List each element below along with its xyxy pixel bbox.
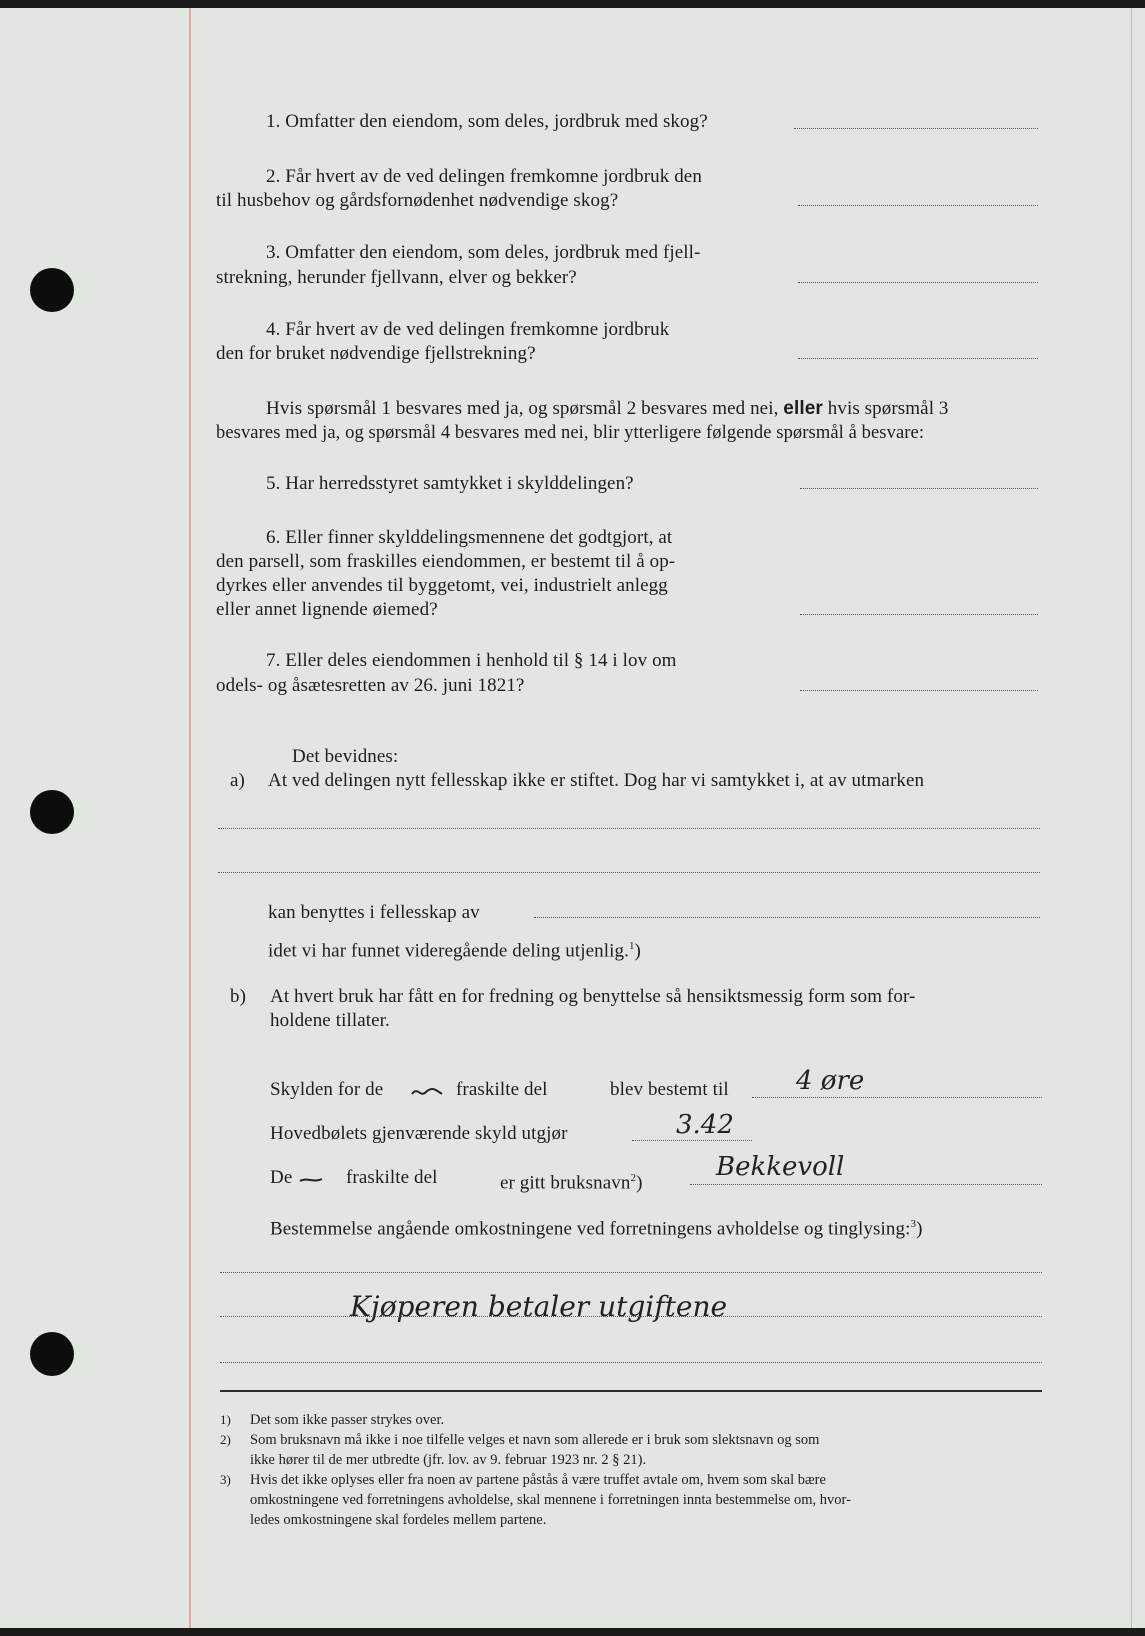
declaration-a-text: At ved delingen nytt fellesskap ikke er stiftet. Dog har vi samtykket i, at av utmarken xyxy=(268,770,925,791)
punch-hole-bottom xyxy=(30,1332,74,1376)
red-margin-line xyxy=(189,8,191,1628)
question-6-line-3: dyrkes eller anvendes til byggetomt, vei, industrielt anlegg xyxy=(216,575,668,596)
bestemmelse-handwritten-note: Kjøperen betaler utgiftene xyxy=(350,1290,728,1323)
skyld-label-c: blev bestemt til xyxy=(610,1079,729,1100)
question-3-line-1: 3. Omfatter den eiendom, som deles, jordbruk med fjell- xyxy=(266,242,701,263)
question-6-line-1: 6. Eller finner skylddelingsmennene det godtgjort, at xyxy=(266,527,673,548)
scan-bottom-edge xyxy=(0,1628,1145,1636)
answer-line-3[interactable] xyxy=(798,282,1038,283)
footnote-2-line-1: Som bruksnavn må ikke i noe tilfelle velges et navn som allerede er i bruk som slektsnavn og som xyxy=(250,1432,820,1448)
bruksnavn-handwritten-value: Bekkevoll xyxy=(716,1152,845,1182)
hovedbol-handwritten-value: 3.42 xyxy=(676,1110,734,1140)
utmark-line-1[interactable] xyxy=(218,828,1040,829)
skyld-label-a: Skylden for de xyxy=(270,1079,384,1100)
footnote-1-mark: 1) xyxy=(220,1412,231,1427)
idet-footnote-ref: 1 xyxy=(628,940,635,952)
question-4-line-2: den for bruket nødvendige fjellstrekning? xyxy=(216,343,536,364)
declaration-heading: Det bevidnes: xyxy=(292,746,399,767)
kan-benyttes-label: kan benyttes i fellesskap av xyxy=(268,902,480,923)
bruksnavn-label xyxy=(500,1166,643,1195)
bestemmelse-line-1[interactable] xyxy=(220,1272,1042,1273)
condition-line-2: besvares med ja, og spørsmål 4 besvares med nei, blir ytterligere følgende spørsmål å besvare: xyxy=(216,423,925,443)
question-2-line-2: til husbehov og gårdsfornødenhet nødvendige skog? xyxy=(216,190,619,211)
question-5: 5. Har herredsstyret samtykket i skylddelingen? xyxy=(266,473,634,494)
idet-text: idet vi har funnet videregående deling utjenlig.$^1$) xyxy=(268,940,641,962)
bruksnavn-paren: ) xyxy=(636,1172,643,1194)
skyld-label-b: fraskilte del xyxy=(456,1079,548,1100)
question-1: 1. Omfatter den eiendom, som deles, jordbruk med skog? xyxy=(266,111,708,132)
bruksnavn-text: er gitt bruksnavn xyxy=(500,1172,631,1194)
footnote-1-line-1: Det som ikke passer strykes over. xyxy=(250,1412,445,1428)
bruksnavn-line[interactable] xyxy=(690,1184,1042,1185)
bestemmelse-label xyxy=(270,1212,923,1241)
skyld-handwritten-value: 4 øre xyxy=(796,1066,865,1096)
strike-mark-dash xyxy=(298,1175,324,1185)
condition-bold-eller: eller xyxy=(783,398,823,419)
footnote-2-line-2: ikke hører til de mer utbredte (jfr. lov. av 9. februar 1923 nr. 2 § 21). xyxy=(250,1452,647,1468)
footnote-separator xyxy=(220,1390,1042,1392)
footnote-2-mark: 2) xyxy=(220,1432,231,1447)
bestemmelse-paren: ) xyxy=(916,1218,923,1240)
hovedbol-line[interactable] xyxy=(632,1140,752,1141)
skyld-line[interactable] xyxy=(752,1097,1042,1098)
question-7-line-2: odels- og åsætesretten av 26. juni 1821? xyxy=(216,675,525,696)
answer-line-2[interactable] xyxy=(798,205,1038,206)
fellesskap-line[interactable] xyxy=(534,917,1040,918)
bestemmelse-line-3[interactable] xyxy=(220,1362,1042,1363)
bruksnavn-footnote-ref: 2 xyxy=(630,1172,637,1184)
footnote-3-mark: 3) xyxy=(220,1472,231,1487)
answer-line-1[interactable] xyxy=(794,128,1038,129)
condition-text-a: Hvis spørsmål 1 besvares med ja, og spørsmål 2 besvares med nei, xyxy=(266,398,779,419)
scan-top-edge xyxy=(0,0,1145,8)
fraskilte-label: fraskilte del xyxy=(346,1167,438,1188)
bestemmelse-text: Bestemmelse angående omkostningene ved forretningens avholdelse og tinglysing: xyxy=(270,1218,911,1240)
footnote-3-line-2: omkostningene ved forretningens avholdelse, skal mennene i forretningen innta bestemmelse om, hvor- xyxy=(250,1492,851,1508)
punch-hole-middle xyxy=(30,790,74,834)
condition-line-1 xyxy=(266,397,949,421)
question-4-line-1: 4. Får hvert av de ved delingen fremkomne jordbruk xyxy=(266,319,670,340)
declaration-b-label: b) xyxy=(230,986,247,1007)
hovedbol-label: Hovedbølets gjenværende skyld utgjør xyxy=(270,1123,568,1144)
declaration-b-line-2: holdene tillater. xyxy=(270,1010,390,1031)
question-2-line-1: 2. Får hvert av de ved delingen fremkomne jordbruk den xyxy=(266,166,702,187)
utmark-line-2[interactable] xyxy=(218,872,1040,873)
answer-line-4[interactable] xyxy=(798,358,1038,359)
punch-hole-top xyxy=(30,268,74,312)
declaration-a-label: a) xyxy=(230,770,245,791)
answer-line-5[interactable] xyxy=(800,488,1038,489)
page-right-edge xyxy=(1131,8,1132,1628)
de-label: De xyxy=(270,1167,293,1188)
strike-mark-n xyxy=(410,1084,444,1100)
bestemmelse-footnote-ref: 3 xyxy=(910,1218,917,1230)
question-7-line-1: 7. Eller deles eiendommen i henhold til § 14 i lov om xyxy=(266,650,677,671)
answer-line-6[interactable] xyxy=(800,614,1038,615)
question-6-line-2: den parsell, som fraskilles eiendommen, er bestemt til å op- xyxy=(216,551,676,572)
question-6-line-4: eller annet lignende øiemed? xyxy=(216,599,438,620)
declaration-b-line-1: At hvert bruk har fått en for fredning og benyttelse så hensiktsmessig form som for- xyxy=(270,986,916,1007)
answer-line-7[interactable] xyxy=(800,690,1038,691)
bestemmelse-line-2[interactable] xyxy=(220,1316,1042,1317)
idet-text-main: idet vi har funnet videregående deling utjenlig. xyxy=(268,940,629,962)
condition-text-b: hvis spørsmål 3 xyxy=(827,398,949,419)
footnote-3-line-1: Hvis det ikke oplyses eller fra noen av partene påstås å være truffet avtale om, hvem som skal bære xyxy=(250,1472,826,1488)
question-3-line-2: strekning, herunder fjellvann, elver og bekker? xyxy=(216,267,577,288)
footnote-3-line-3: ledes omkostningene skal fordeles mellem partene. xyxy=(250,1512,547,1528)
